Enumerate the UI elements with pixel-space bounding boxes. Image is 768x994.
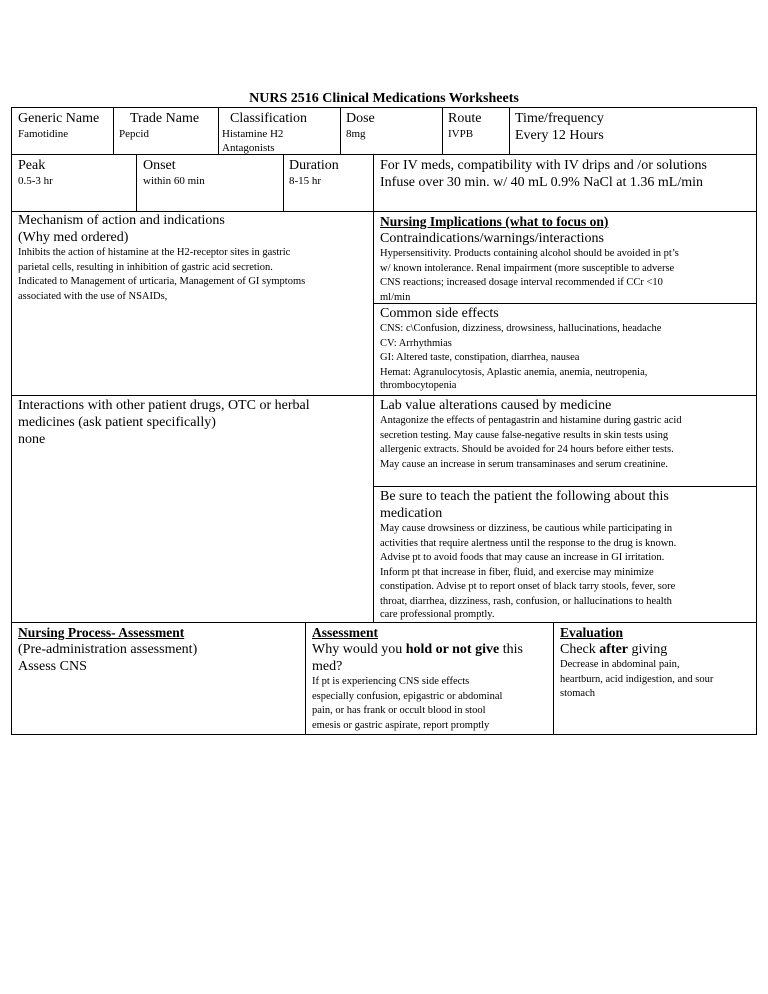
side-effects-label: Common side effects: [380, 306, 499, 321]
generic-name-value: Famotidine: [18, 128, 69, 140]
left-column: [11, 211, 374, 623]
interactions-value: none: [18, 432, 46, 447]
hold-question: Why would you hold or not give this: [312, 642, 523, 657]
contraindication-line: ml/min: [380, 291, 411, 303]
evaluation-line: heartburn, acid indigestion, and sour: [560, 673, 714, 685]
interactions-label: medicines (ask patient specifically): [18, 415, 216, 430]
mechanism-line: Inhibits the action of histamine at the H2-receptor sites in gastric: [18, 247, 291, 258]
assessment-line: especially confusion, epigastric or abdominal: [312, 690, 503, 702]
route-label: Route: [448, 111, 482, 126]
side-effect-line: CNS: c\Confusion, dizziness, drowsiness, hallucinations, headache: [380, 323, 662, 334]
classification-value-line1: Histamine H2: [222, 128, 284, 140]
teaching-line: Advise pt to avoid foods that may cause an increase in GI irritation.: [380, 552, 665, 563]
lab-line: allergenic extracts. Should be avoided for 24 hours before either tests.: [380, 444, 674, 455]
mechanism-line: parietal cells, resulting in inhibition of gastric acid secretion.: [18, 261, 273, 273]
side-effect-line: CV: Arrhythmias: [380, 337, 452, 349]
why-ordered-label: (Why med ordered): [18, 230, 129, 245]
teaching-line: constipation. Advise pt to report onset of black tarry stools, fever, sore: [380, 581, 676, 592]
pharmacokinetics-row: [11, 154, 757, 212]
evaluation-line: stomach: [560, 688, 595, 699]
lab-line: May cause an increase in serum transaminases and serum creatinine.: [380, 458, 669, 470]
duration-label: Duration: [289, 158, 339, 173]
classification-label: Classification: [230, 111, 307, 126]
peak-label: Peak: [18, 158, 46, 173]
pre-administration-label: (Pre-administration assessment): [18, 642, 198, 657]
side-effect-line: GI: Altered taste, constipation, diarrhea, nausea: [380, 352, 580, 363]
contraindications-label: Contraindications/warnings/interactions: [380, 231, 604, 246]
evaluation-line: Decrease in abdominal pain,: [560, 659, 680, 670]
contraindication-line: Hypersensitivity. Products containing alcohol should be avoided in pt’s: [380, 248, 679, 259]
lab-line: Antagonize the effects of pentagastrin and histamine during gastric acid: [380, 415, 682, 426]
check-after-label: Check after giving: [560, 642, 668, 657]
teaching-line: throat, diarrhea, dizziness, rash, confusion, or hallucinations to health: [380, 595, 672, 607]
onset-label: Onset: [143, 158, 176, 173]
side-effect-line: thrombocytopenia: [380, 380, 457, 391]
time-frequency-label: Time/frequency: [515, 111, 604, 126]
route-value: IVPB: [448, 128, 474, 140]
lab-line: secretion testing. May cause false-negative results in skin tests using: [380, 429, 669, 441]
assessment-header: Assessment: [312, 625, 378, 640]
classification-value-line2: Antagonists: [222, 142, 275, 154]
teaching-line: activities that require alertness until the response to the drug is known.: [380, 537, 677, 549]
peak-value: 0.5-3 hr: [18, 175, 53, 187]
side-effect-line: Hemat: Agranulocytosis, Aplastic anemia, anemia, neutropenia,: [380, 366, 648, 378]
nursing-process-header: Nursing Process- Assessment: [18, 625, 185, 640]
assessment-line: pain, or has frank or occult blood in stool: [312, 705, 486, 716]
duration-value: 8-15 hr: [289, 175, 322, 187]
contraindication-line: w/ known intolerance. Renal impairment (more susceptible to adverse: [380, 262, 675, 274]
dose-value: 8mg: [346, 128, 366, 140]
right-column: [373, 211, 757, 623]
teaching-line: care professional promptly.: [380, 609, 495, 620]
lab-alterations-label: Lab value alterations caused by medicine: [380, 398, 612, 413]
mechanism-label: Mechanism of action and indications: [18, 213, 225, 228]
teaching-line: Inform pt that increase in fiber, fluid, and exercise may minimize: [380, 566, 654, 578]
onset-value: within 60 min: [143, 175, 205, 187]
interactions-label: Interactions with other patient drugs, OTC or herbal: [18, 398, 310, 413]
nursing-process-value: Assess CNS: [18, 659, 87, 674]
time-frequency-value: Every 12 Hours: [515, 128, 604, 143]
iv-compatibility-label: For IV meds, compatibility with IV drips and /or solutions: [380, 158, 707, 173]
teaching-line: May cause drowsiness or dizziness, be cautious while participating in: [380, 523, 673, 534]
iv-compatibility-value: Infuse over 30 min. w/ 40 mL 0.9% NaCl at 1.36 mL/min: [380, 175, 703, 190]
teaching-label: Be sure to teach the patient the following about this: [380, 489, 669, 504]
trade-name-label: Trade Name: [130, 111, 200, 126]
teaching-label: medication: [380, 506, 443, 521]
assessment-line: If pt is experiencing CNS side effects: [312, 676, 470, 687]
page-title: NURS 2516 Clinical Medications Worksheets: [249, 91, 519, 106]
mechanism-line: Indicated to Management of urticaria, Management of GI symptoms: [18, 276, 306, 287]
hold-question-cont: med?: [312, 659, 343, 674]
drug-info-row: [11, 107, 757, 155]
contraindication-line: CNS reactions; increased dosage interval recommended if CCr <10: [380, 277, 663, 288]
nursing-implications-header: Nursing Implications (what to focus on): [380, 214, 609, 229]
assessment-row: [11, 622, 757, 735]
generic-name-label: Generic Name: [18, 111, 100, 126]
mechanism-line: associated with the use of NSAIDs,: [18, 290, 168, 302]
dose-label: Dose: [346, 111, 375, 126]
assessment-line: emesis or gastric aspirate, report promptly: [312, 719, 490, 731]
evaluation-header: Evaluation: [560, 625, 624, 640]
trade-name-value: Pepcid: [119, 128, 149, 140]
